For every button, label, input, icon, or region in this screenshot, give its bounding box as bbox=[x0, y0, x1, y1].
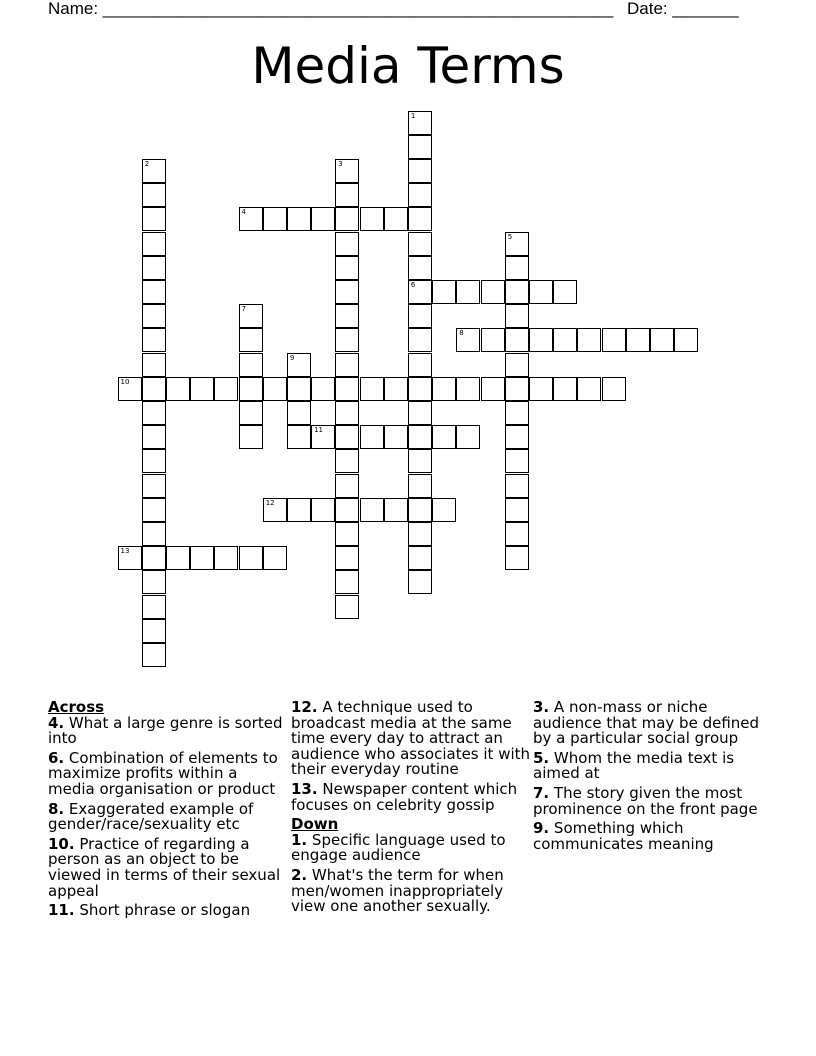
cell-number: 8 bbox=[459, 329, 464, 338]
grid-cell[interactable] bbox=[602, 328, 626, 352]
grid-cell[interactable] bbox=[408, 546, 432, 570]
clue-text: What's the term for when men/women inappropriately view one another sexually. bbox=[291, 865, 504, 916]
grid-cell[interactable] bbox=[505, 522, 529, 546]
clue-number: 10. bbox=[48, 834, 75, 853]
cell-number: 1 bbox=[410, 111, 416, 120]
cell-number: 6 bbox=[410, 280, 416, 289]
grid-cell[interactable] bbox=[287, 401, 311, 425]
clue-down-9 bbox=[533, 821, 773, 852]
grid-cell[interactable] bbox=[335, 353, 359, 377]
grid-cell[interactable] bbox=[408, 232, 432, 256]
grid-cell[interactable] bbox=[529, 328, 553, 352]
clue-number: 2. bbox=[291, 865, 308, 884]
grid-cell[interactable] bbox=[239, 353, 263, 377]
grid-cell[interactable] bbox=[239, 546, 263, 570]
grid-cell[interactable] bbox=[335, 595, 359, 619]
grid-cell[interactable] bbox=[553, 328, 577, 352]
grid-cell[interactable] bbox=[142, 183, 166, 207]
grid-cell[interactable] bbox=[142, 401, 166, 425]
grid-cell[interactable] bbox=[505, 401, 529, 425]
clue-text: Specific language used to engage audience bbox=[291, 830, 506, 865]
clue-down-5 bbox=[533, 748, 773, 783]
clue-text: Practice of regarding a person as an object to be viewed in terms of their sexual appeal bbox=[48, 834, 281, 900]
clue-number: 6. bbox=[48, 748, 65, 767]
grid-cell[interactable] bbox=[142, 619, 166, 643]
grid-cell[interactable] bbox=[287, 425, 311, 449]
grid-cell[interactable] bbox=[335, 498, 359, 522]
clue-down-7 bbox=[533, 783, 773, 818]
grid-cell[interactable] bbox=[408, 570, 432, 594]
grid-cell[interactable] bbox=[214, 377, 238, 401]
grid-cell[interactable] bbox=[481, 280, 505, 304]
grid-cell[interactable] bbox=[142, 522, 166, 546]
grid-cell[interactable] bbox=[335, 570, 359, 594]
grid-cell[interactable] bbox=[311, 377, 335, 401]
down-heading: Down bbox=[291, 815, 339, 834]
grid-cell[interactable] bbox=[142, 546, 166, 570]
grid-cell[interactable] bbox=[263, 207, 287, 231]
clue-down-2 bbox=[291, 865, 531, 916]
grid-cell[interactable] bbox=[263, 546, 287, 570]
cell-number: 11 bbox=[314, 426, 324, 435]
grid-cell[interactable] bbox=[239, 401, 263, 425]
grid-cell[interactable] bbox=[384, 425, 408, 449]
grid-cell[interactable] bbox=[384, 377, 408, 401]
clue-across-8 bbox=[48, 799, 284, 834]
grid-cell[interactable] bbox=[335, 183, 359, 207]
cell-number: 12 bbox=[265, 498, 275, 507]
grid-cell[interactable] bbox=[408, 183, 432, 207]
grid-cell[interactable] bbox=[577, 328, 601, 352]
grid-cell[interactable] bbox=[335, 256, 359, 280]
grid-cell[interactable] bbox=[505, 498, 529, 522]
grid-cell[interactable] bbox=[263, 498, 287, 522]
grid-cell[interactable] bbox=[408, 304, 432, 328]
grid-cell[interactable] bbox=[142, 159, 166, 183]
grid-cell[interactable] bbox=[335, 449, 359, 473]
clue-number: 3. bbox=[533, 698, 550, 716]
grid-cell[interactable] bbox=[505, 353, 529, 377]
grid-cell[interactable] bbox=[505, 328, 529, 352]
grid-cell[interactable] bbox=[311, 207, 335, 231]
clue-across-12 bbox=[291, 700, 531, 778]
grid-cell[interactable] bbox=[602, 377, 626, 401]
grid-cell[interactable] bbox=[166, 546, 190, 570]
grid-cell[interactable] bbox=[239, 425, 263, 449]
grid-cell[interactable] bbox=[142, 353, 166, 377]
grid-cell[interactable] bbox=[529, 280, 553, 304]
grid-cell[interactable] bbox=[335, 328, 359, 352]
grid-cell[interactable] bbox=[263, 377, 287, 401]
clue-text: Newspaper content which focuses on celebrity gossip bbox=[291, 779, 518, 814]
name-field-label: Name: ______________________________________________________ bbox=[48, 0, 614, 18]
clue-text: Exaggerated example of gender/race/sexuality etc bbox=[48, 799, 254, 834]
clue-number: 1. bbox=[291, 830, 308, 849]
grid-cell[interactable] bbox=[408, 449, 432, 473]
grid-cell[interactable] bbox=[360, 498, 384, 522]
grid-cell[interactable] bbox=[577, 377, 601, 401]
grid-cell[interactable] bbox=[456, 377, 480, 401]
clue-across-10 bbox=[48, 834, 284, 900]
grid-cell[interactable] bbox=[335, 377, 359, 401]
grid-cell[interactable] bbox=[408, 401, 432, 425]
grid-cell[interactable] bbox=[505, 377, 529, 401]
clue-number: 8. bbox=[48, 799, 65, 818]
grid-cell[interactable] bbox=[505, 425, 529, 449]
across-heading: Across bbox=[48, 698, 105, 716]
grid-cell[interactable] bbox=[408, 425, 432, 449]
grid-cell[interactable] bbox=[456, 280, 480, 304]
grid-cell[interactable] bbox=[311, 425, 335, 449]
date-field-label: Date: _______ bbox=[627, 0, 739, 18]
clue-text: The story given the most prominence on the front page bbox=[533, 783, 758, 818]
grid-cell[interactable] bbox=[214, 546, 238, 570]
grid-cell[interactable] bbox=[408, 256, 432, 280]
grid-cell[interactable] bbox=[505, 474, 529, 498]
grid-cell[interactable] bbox=[650, 328, 674, 352]
grid-cell[interactable] bbox=[118, 546, 142, 570]
grid-cell[interactable] bbox=[529, 377, 553, 401]
grid-cell[interactable] bbox=[118, 377, 142, 401]
grid-cell[interactable] bbox=[360, 207, 384, 231]
grid-cell[interactable] bbox=[239, 207, 263, 231]
grid-cell[interactable] bbox=[335, 232, 359, 256]
grid-cell[interactable] bbox=[384, 498, 408, 522]
grid-cell[interactable] bbox=[239, 328, 263, 352]
puzzle-title: Media Terms bbox=[251, 37, 565, 95]
grid-cell[interactable] bbox=[481, 377, 505, 401]
grid-cell[interactable] bbox=[360, 377, 384, 401]
grid-cell[interactable] bbox=[505, 280, 529, 304]
grid-cell[interactable] bbox=[142, 328, 166, 352]
clue-down-3 bbox=[533, 700, 773, 747]
clue-number: 12. bbox=[291, 698, 318, 716]
grid-cell[interactable] bbox=[432, 377, 456, 401]
grid-cell[interactable] bbox=[166, 377, 190, 401]
grid-cell[interactable] bbox=[142, 280, 166, 304]
grid-cell[interactable] bbox=[335, 304, 359, 328]
cell-number: 13 bbox=[120, 547, 130, 556]
grid-cell[interactable] bbox=[432, 280, 456, 304]
grid-cell[interactable] bbox=[335, 159, 359, 183]
clue-number: 7. bbox=[533, 783, 550, 802]
grid-cell[interactable] bbox=[408, 280, 432, 304]
cell-number: 7 bbox=[241, 305, 246, 314]
grid-cell[interactable] bbox=[335, 280, 359, 304]
grid-cell[interactable] bbox=[432, 425, 456, 449]
grid-cell[interactable] bbox=[456, 328, 480, 352]
grid-cell[interactable] bbox=[335, 401, 359, 425]
clue-across-13 bbox=[291, 779, 531, 814]
cell-number: 10 bbox=[120, 377, 130, 386]
grid-cell[interactable] bbox=[142, 207, 166, 231]
grid-cell[interactable] bbox=[142, 498, 166, 522]
grid-cell[interactable] bbox=[190, 546, 214, 570]
clue-text: Whom the media text is aimed at bbox=[533, 748, 735, 783]
grid-cell[interactable] bbox=[408, 111, 432, 135]
grid-cell[interactable] bbox=[142, 449, 166, 473]
grid-cell[interactable] bbox=[408, 377, 432, 401]
grid-cell[interactable] bbox=[408, 498, 432, 522]
grid-cell[interactable] bbox=[408, 353, 432, 377]
clue-text: Something which communicates meaning bbox=[533, 819, 714, 853]
grid-cell[interactable] bbox=[142, 643, 166, 667]
clue-number: 4. bbox=[48, 713, 65, 732]
grid-cell[interactable] bbox=[239, 304, 263, 328]
grid-cell[interactable] bbox=[505, 546, 529, 570]
grid-cell[interactable] bbox=[408, 522, 432, 546]
grid-cell[interactable] bbox=[408, 328, 432, 352]
clue-text: What a large genre is sorted into bbox=[48, 713, 283, 748]
grid-cell[interactable] bbox=[481, 328, 505, 352]
clue-number: 9. bbox=[533, 819, 550, 838]
grid-cell[interactable] bbox=[142, 256, 166, 280]
clues-column-3 bbox=[533, 700, 773, 856]
grid-cell[interactable] bbox=[287, 498, 311, 522]
grid-cell[interactable] bbox=[505, 304, 529, 328]
clue-text: A non-mass or niche audience that may be defined by a particular social group bbox=[533, 698, 760, 748]
clue-across-11 bbox=[48, 903, 284, 919]
cell-number: 4 bbox=[241, 208, 246, 217]
clue-text: Short phrase or slogan bbox=[79, 901, 251, 920]
grid-cell[interactable] bbox=[335, 425, 359, 449]
grid-cell[interactable] bbox=[142, 425, 166, 449]
grid-cell[interactable] bbox=[311, 498, 335, 522]
clue-text: Combination of elements to maximize profits within a media organisation or product bbox=[48, 748, 278, 798]
grid-cell[interactable] bbox=[505, 449, 529, 473]
grid-cell[interactable] bbox=[239, 377, 263, 401]
clue-text: A technique used to broadcast media at the same time every day to attract an audience who associates it with their everyday routine bbox=[291, 698, 531, 779]
grid-cell[interactable] bbox=[190, 377, 214, 401]
clue-across-4 bbox=[48, 713, 284, 748]
grid-cell[interactable] bbox=[674, 328, 698, 352]
cell-number: 3 bbox=[338, 159, 343, 168]
grid-cell[interactable] bbox=[553, 377, 577, 401]
grid-cell[interactable] bbox=[142, 377, 166, 401]
grid-cell[interactable] bbox=[287, 377, 311, 401]
grid-cell[interactable] bbox=[335, 546, 359, 570]
grid-cell[interactable] bbox=[287, 207, 311, 231]
clue-number: 5. bbox=[533, 748, 550, 767]
grid-cell[interactable] bbox=[335, 522, 359, 546]
grid-cell[interactable] bbox=[287, 353, 311, 377]
clue-down-1 bbox=[291, 830, 531, 865]
grid-cell[interactable] bbox=[142, 570, 166, 594]
grid-cell[interactable] bbox=[626, 328, 650, 352]
grid-cell[interactable] bbox=[553, 280, 577, 304]
grid-cell[interactable] bbox=[142, 232, 166, 256]
grid-cell[interactable] bbox=[142, 474, 166, 498]
grid-cell[interactable] bbox=[408, 159, 432, 183]
grid-cell[interactable] bbox=[384, 207, 408, 231]
cell-number: 5 bbox=[507, 232, 513, 241]
grid-cell[interactable] bbox=[408, 474, 432, 498]
cell-number: 9 bbox=[289, 353, 295, 362]
grid-cell[interactable] bbox=[142, 304, 166, 328]
clue-number: 13. bbox=[291, 779, 318, 798]
grid-cell[interactable] bbox=[505, 232, 529, 256]
grid-cell[interactable] bbox=[335, 474, 359, 498]
clue-number: 11. bbox=[48, 901, 75, 920]
clues-column-1 bbox=[48, 700, 284, 923]
grid-cell[interactable] bbox=[456, 425, 480, 449]
grid-cell[interactable] bbox=[432, 498, 456, 522]
grid-cell[interactable] bbox=[408, 207, 432, 231]
clue-across-6 bbox=[48, 748, 284, 798]
grid-cell[interactable] bbox=[408, 135, 432, 159]
cell-number: 2 bbox=[144, 159, 150, 168]
grid-cell[interactable] bbox=[142, 595, 166, 619]
grid-cell[interactable] bbox=[360, 425, 384, 449]
clues-column-2 bbox=[291, 700, 531, 919]
grid-cell[interactable] bbox=[505, 256, 529, 280]
grid-cell[interactable] bbox=[335, 207, 359, 231]
